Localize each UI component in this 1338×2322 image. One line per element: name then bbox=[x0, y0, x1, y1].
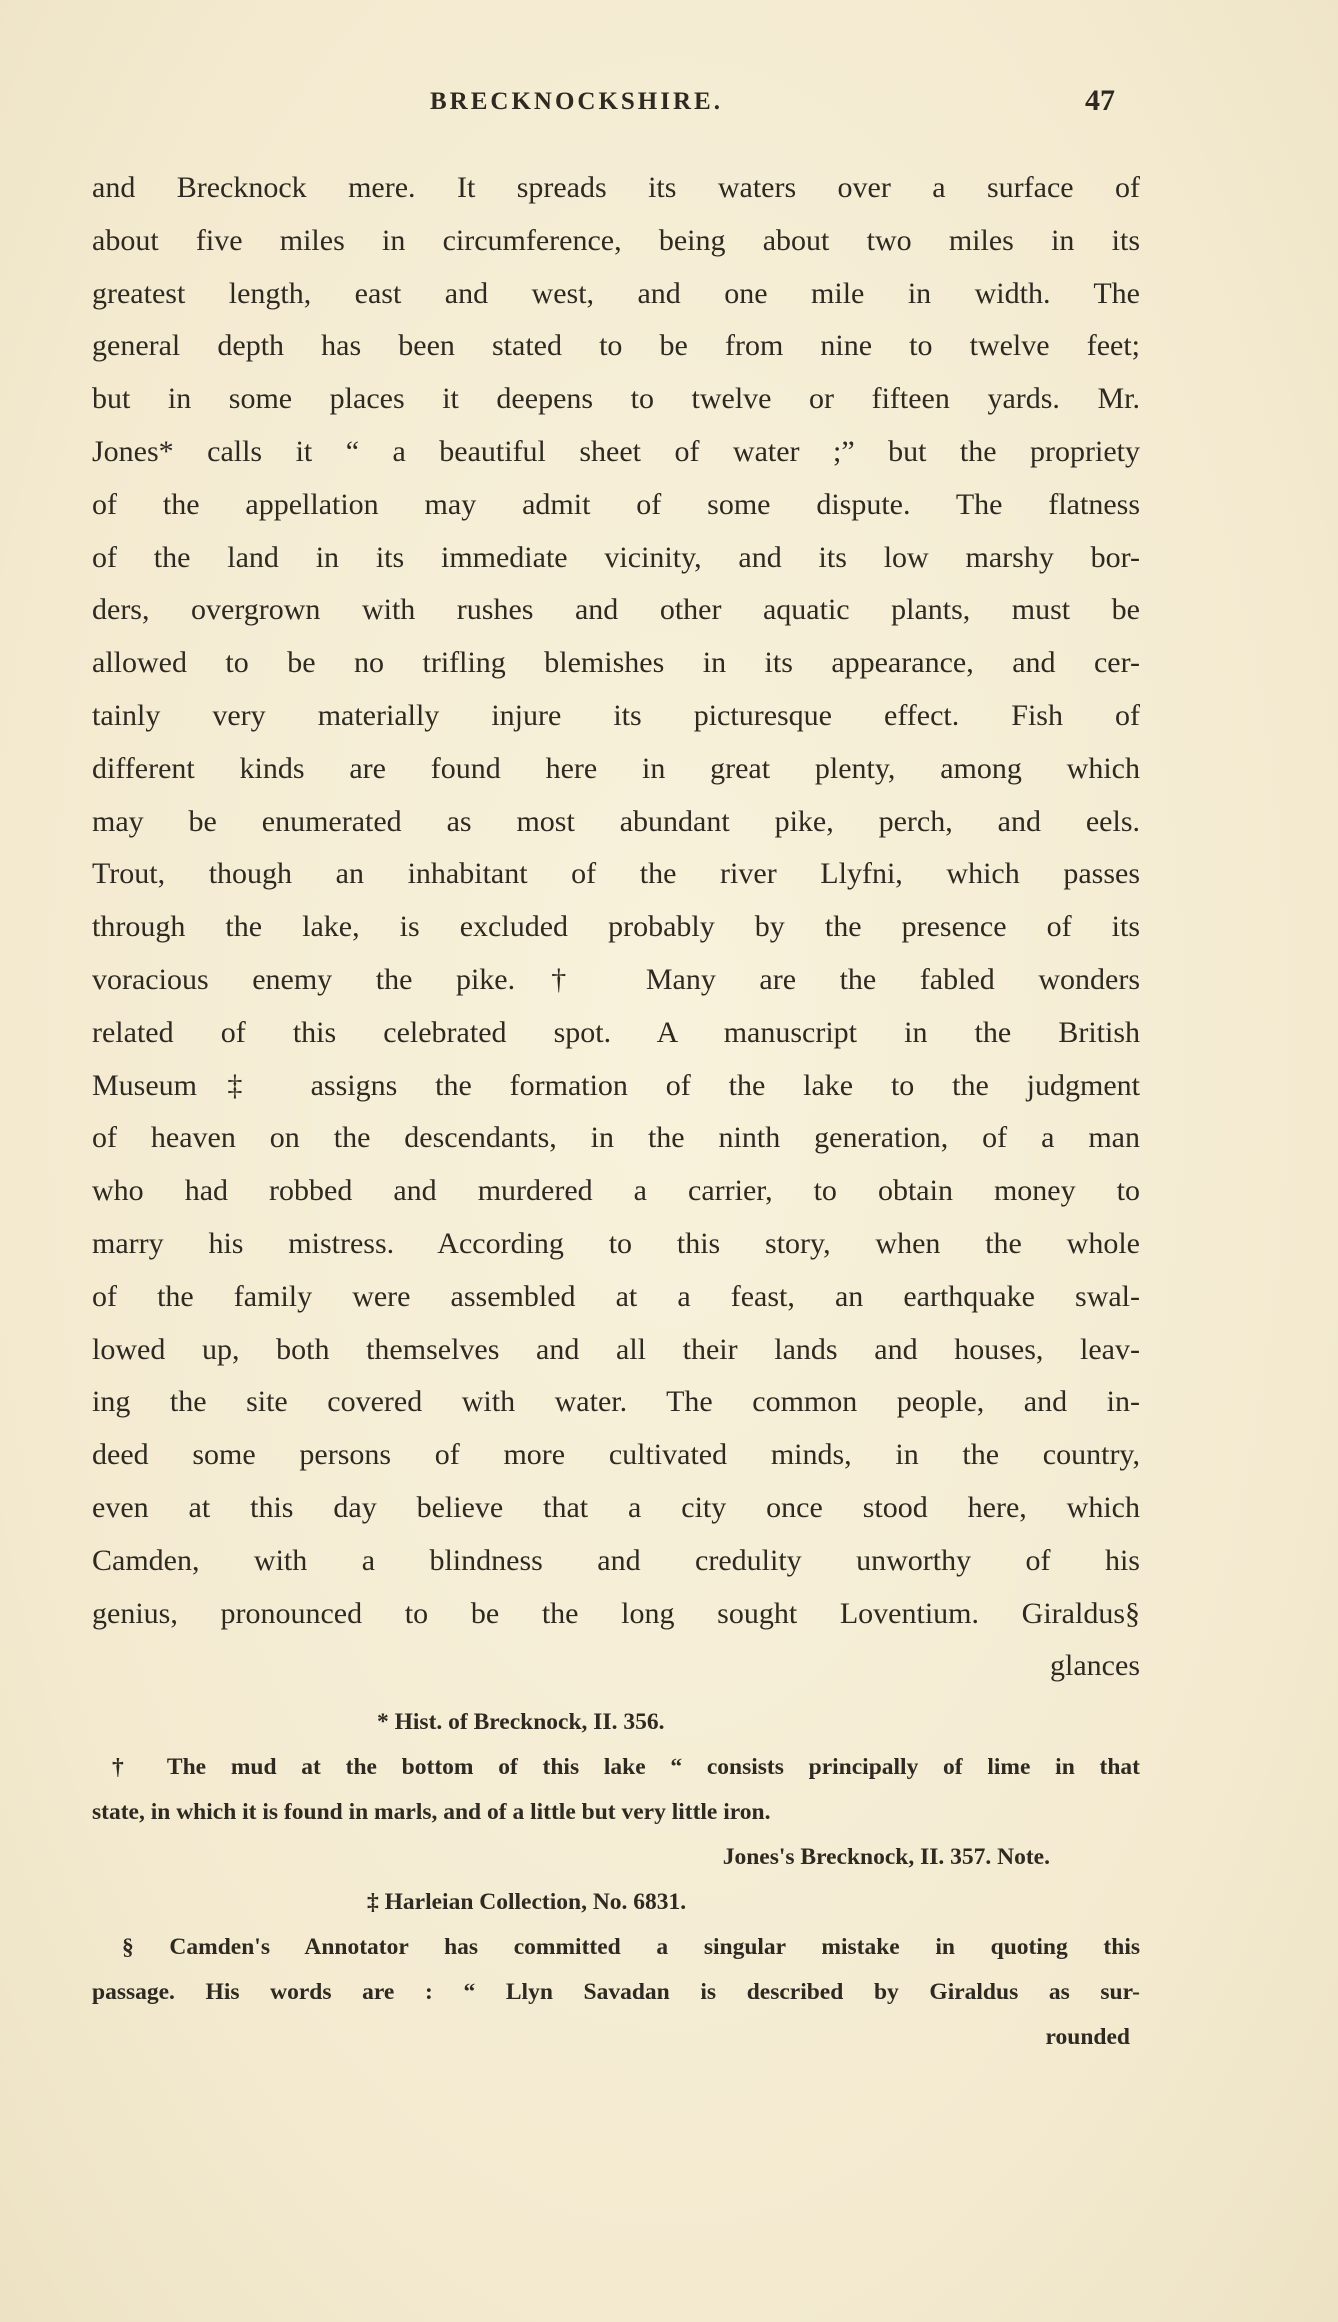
text-line: but in some places it deepens to twelve or fifteen yards. Mr. bbox=[92, 382, 1140, 416]
text-line: Trout, though an inhabitant of the river Llyfni, which passes bbox=[92, 857, 1140, 891]
text-line: greatest length, east and west, and one mile in width. The bbox=[92, 276, 1140, 310]
text-line: tainly very materially injure its picturesque effect. Fish of bbox=[92, 698, 1140, 732]
catchword: glances bbox=[1050, 1649, 1140, 1683]
text-line: of the land in its immediate vicinity, and its low marshy bor- bbox=[92, 540, 1140, 574]
footnote-4-cont: passage. His words are : “ Llyn Savadan is described by Giraldus as sur- bbox=[92, 1979, 1140, 2005]
text-line: general depth has been stated to be from nine to twelve feet; bbox=[92, 329, 1140, 363]
text-line: genius, pronounced to be the long sought Loventium. Giraldus§ bbox=[92, 1596, 1140, 1630]
text-line: ing the site covered with water. The common people, and in- bbox=[92, 1385, 1140, 1419]
text-line: about five miles in circumference, being about two miles in its bbox=[92, 223, 1140, 257]
text-line: Museum‡ assigns the formation of the lake to the judgment bbox=[92, 1068, 1140, 1102]
footnote-3: ‡ Harleian Collection, No. 6831. bbox=[367, 1889, 687, 1915]
text-line: of heaven on the descendants, in the ninth generation, of a man bbox=[92, 1121, 1140, 1155]
text-line: voracious enemy the pike.† Many are the fabled wonders bbox=[92, 962, 1140, 996]
footnote-1: * Hist. of Brecknock, II. 356. bbox=[377, 1709, 665, 1735]
text-line: and Brecknock mere. It spreads its waters over a surface of bbox=[92, 171, 1140, 204]
text-line: deed some persons of more cultivated minds, in the country, bbox=[92, 1438, 1140, 1472]
text-line: different kinds are found here in great plenty, among which bbox=[92, 751, 1140, 785]
footnote-4-catchword: rounded bbox=[1045, 2024, 1130, 2050]
text-line: even at this day believe that a city once stood here, which bbox=[92, 1490, 1140, 1524]
running-title: BRECKNOCKSHIRE. bbox=[430, 88, 723, 115]
text-line: allowed to be no trifling blemishes in its appearance, and cer- bbox=[92, 646, 1140, 680]
text-line: lowed up, both themselves and all their lands and houses, leav- bbox=[92, 1332, 1140, 1366]
footnotes bbox=[92, 1700, 1140, 2060]
body-text bbox=[92, 162, 1140, 1693]
text-line: of the family were assembled at a feast, an earthquake swal- bbox=[92, 1279, 1140, 1313]
text-line: Jones* calls it “ a beautiful sheet of water ;” but the propriety bbox=[92, 434, 1140, 468]
text-line: marry his mistress. According to this story, when the whole bbox=[92, 1226, 1140, 1260]
footnote-4: § Camden's Annotator has committed a singular mistake in quoting this bbox=[122, 1934, 1140, 1960]
footnote-2-cont: state, in which it is found in marls, and of a little but very little iron. bbox=[92, 1799, 771, 1825]
text-line: Camden, with a blindness and credulity unworthy of his bbox=[92, 1543, 1140, 1577]
text-line: ders, overgrown with rushes and other aquatic plants, must be bbox=[92, 593, 1140, 627]
text-line: who had robbed and murdered a carrier, to obtain money to bbox=[92, 1174, 1140, 1208]
footnote-2: † The mud at the bottom of this lake “ consists principally of lime in that bbox=[112, 1754, 1140, 1780]
page-number: 47 bbox=[1085, 84, 1115, 117]
footnote-2-source: Jones's Brecknock, II. 357. Note. bbox=[722, 1844, 1050, 1870]
text-line: through the lake, is excluded probably by the presence of its bbox=[92, 910, 1140, 944]
text-line: related of this celebrated spot. A manuscript in the British bbox=[92, 1015, 1140, 1049]
text-line: of the appellation may admit of some dispute. The flatness bbox=[92, 487, 1140, 521]
text-line: may be enumerated as most abundant pike, perch, and eels. bbox=[92, 804, 1140, 838]
